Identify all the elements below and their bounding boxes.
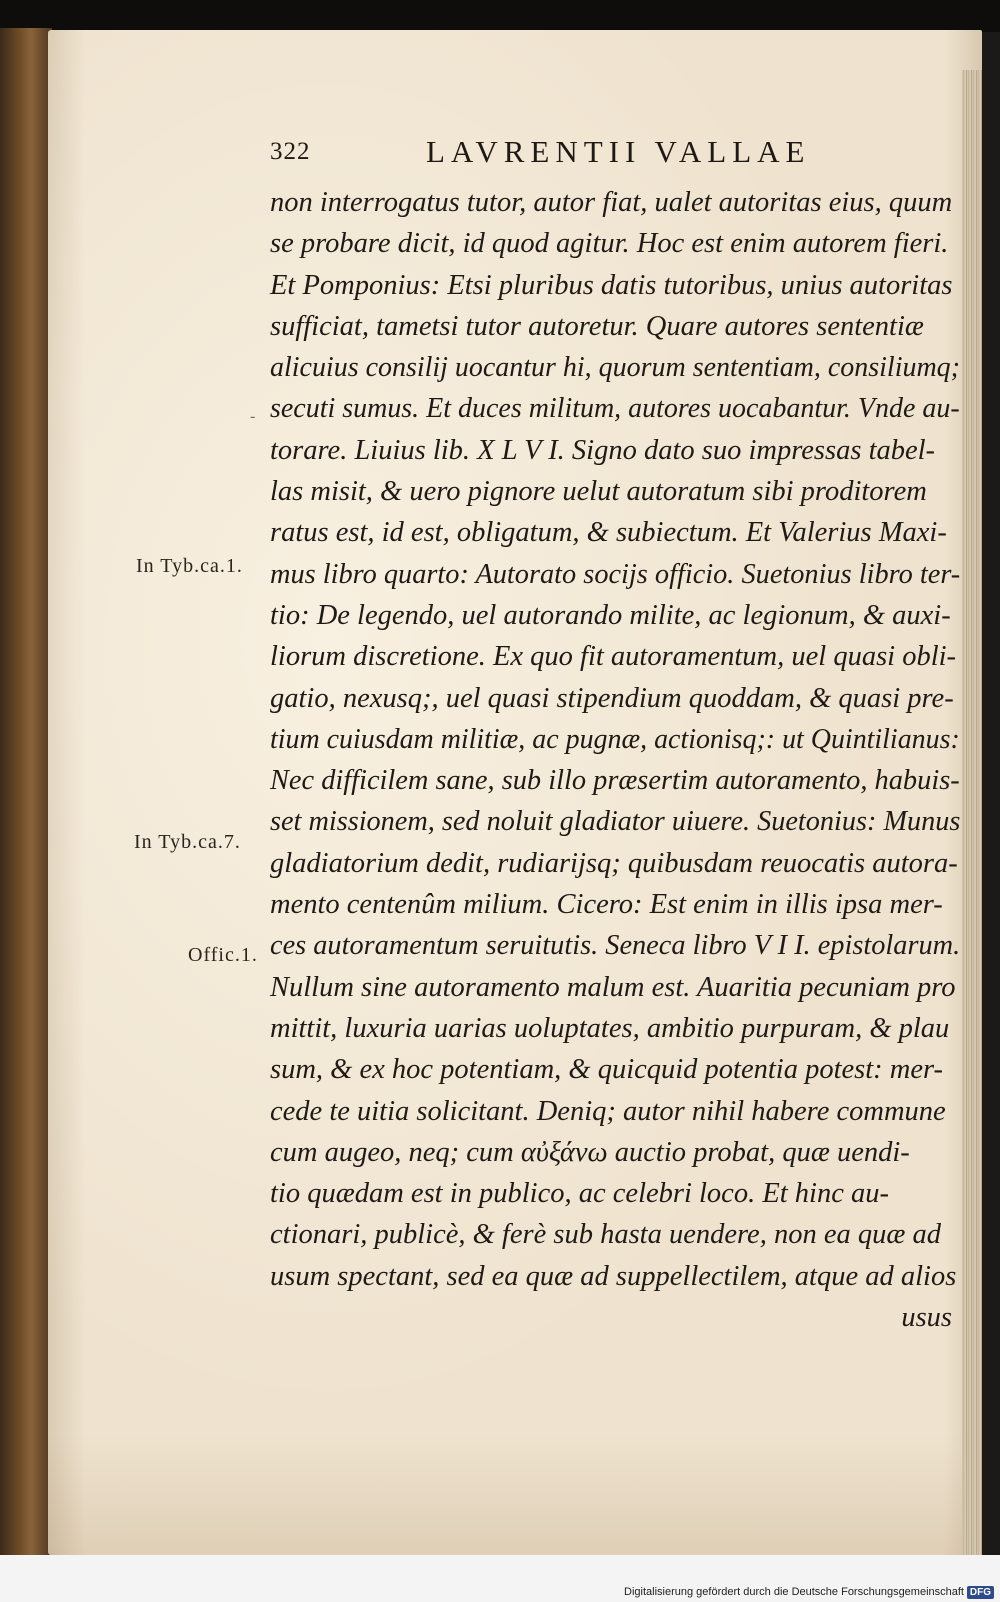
margin-mark: -: [250, 408, 256, 425]
page-header: [270, 134, 960, 178]
text-line: tio: De legendo, uel autorando milite, ac legionum, & auxi-: [270, 599, 951, 631]
text-line: mittit, luxuria uarias uoluptates, ambitio purpuram, & plau: [270, 1012, 950, 1044]
text-line: liorum discretione. Ex quo fit autoramentum, uel quasi obli-: [270, 641, 957, 673]
catchword: usus: [901, 1302, 952, 1334]
text-line: tium cuiusdam militiæ, ac pugnæ, actionisq;: ut Quintilianus:: [270, 723, 960, 755]
running-title: LAVRENTII VALLAE: [426, 134, 811, 169]
text-line: gladiatorium dedit, rudiarijsq; quibusdam reuocatis autora-: [270, 847, 958, 879]
text-line: sum, & ex hoc potentiam, & quicquid potentia potest: mer-: [270, 1054, 944, 1086]
scan-background-top: [0, 0, 1000, 32]
book-spine: [0, 28, 52, 1558]
text-line: cum augeo, neq; cum αὐξάνω auctio probat, quæ uendi-: [270, 1136, 910, 1168]
text-line: usum spectant, sed ea quæ ad suppellectilem, atque ad alios: [270, 1260, 957, 1292]
margin-note: Offic.1.: [188, 944, 258, 966]
text-line: ces autoramentum seruitutis. Seneca libro V I I. epistolarum.: [270, 930, 961, 962]
text-line: set missionem, sed noluit gladiator uiuere. Suetonius: Munus: [270, 806, 961, 838]
text-line: mento centenûm milium. Cicero: Est enim in illis ipsa mer-: [270, 889, 943, 921]
page-number: 322: [270, 138, 311, 165]
text-line: Nullum sine autoramento malum est. Auaritia pecuniam pro: [270, 971, 956, 1003]
text-line: non interrogatus tutor, autor fiat, ualet autoritas eius, quum: [270, 187, 953, 218]
page-fore-edge: [962, 70, 982, 1580]
text-line: cede te uitia solicitant. Deniq; autor nihil habere commune: [270, 1095, 946, 1127]
text-line: ratus est, id est, obligatum, & subiectum. Et Valerius Maxi-: [270, 517, 947, 549]
text-line: mus libro quarto: Autorato socijs officio. Suetonius libro ter-: [270, 558, 961, 590]
digitization-credit: Digitalisierung gefördert durch die Deutsche Forschungsgemeinschaft: [624, 1586, 964, 1598]
body-text: [270, 182, 960, 1338]
text-line: secuti sumus. Et duces militum, autores uocabantur. Vnde au-: [270, 393, 960, 425]
dfg-logo: DFG: [967, 1586, 994, 1599]
text-line: alicuius consilij uocantur hi, quorum sententiam, consiliumq;: [270, 352, 960, 384]
text-line: Nec difficilem sane, sub illo præsertim autoramento, habuis-: [270, 765, 960, 797]
text-line: se probare dicit, id quod agitur. Hoc est enim autorem fieri.: [270, 228, 949, 260]
margin-note: In Tyb.ca.7.: [134, 831, 241, 853]
text-line: sufficiat, tametsi tutor autoretur. Quare autores sententiæ: [270, 310, 924, 342]
text-line: ctionari, publicè, & ferè sub hasta uendere, non ea quæ ad: [270, 1219, 941, 1251]
text-line: las misit, & uero pignore uelut autoratum sibi proditorem: [270, 476, 927, 508]
margin-note: In Tyb.ca.1.: [136, 555, 243, 577]
text-line: Et Pomponius: Etsi pluribus datis tutoribus, unius autoritas: [270, 269, 953, 301]
text-line: torare. Liuius lib. X L V I. Signo dato suo impressas tabel-: [270, 434, 936, 466]
text-line: gatio, nexusq;, uel quasi stipendium quoddam, & quasi pre-: [270, 682, 954, 714]
text-line: tio quædam est in publico, ac celebri loco. Et hinc au-: [270, 1178, 889, 1210]
